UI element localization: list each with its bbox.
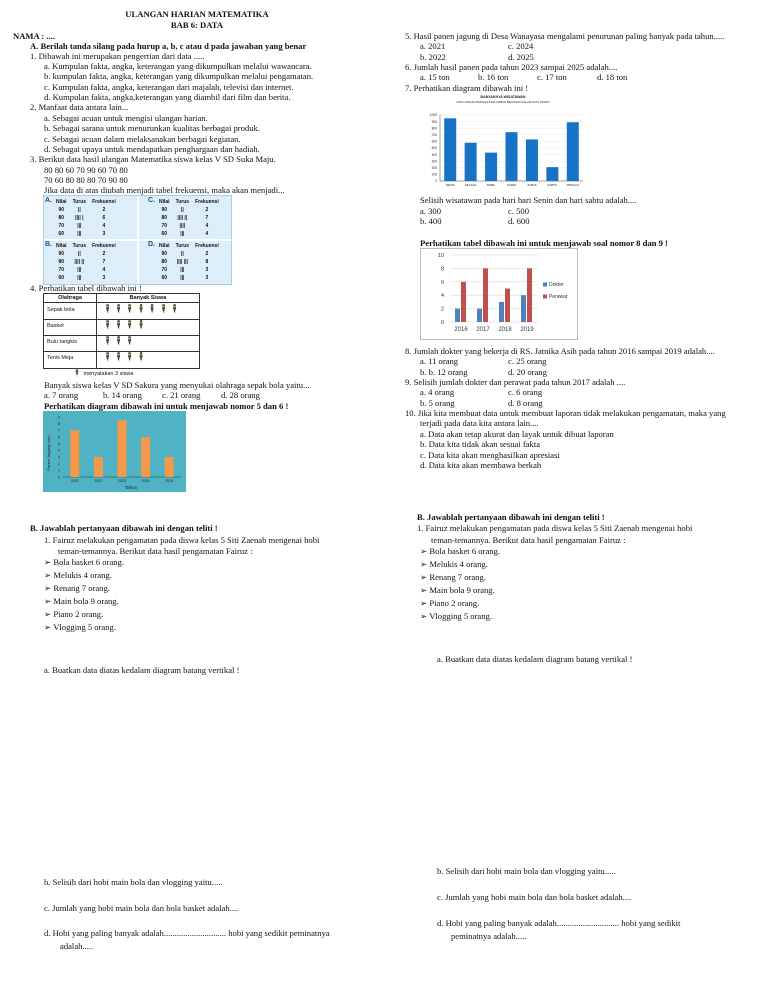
bar-perawat-2018 bbox=[505, 289, 510, 323]
q9-option-c[interactable]: c. 6 orang bbox=[508, 387, 543, 397]
bar-2024 bbox=[141, 437, 150, 477]
table-cell: ||| bbox=[180, 230, 185, 237]
x-tick-label: SABTU bbox=[547, 183, 558, 187]
table-row bbox=[53, 266, 119, 274]
x-tick-label: SELASA bbox=[464, 183, 477, 187]
table-header: Frekuensi bbox=[92, 198, 116, 205]
arrow-bullet-icon: ➢ bbox=[44, 596, 54, 606]
q10-option-b[interactable]: b. Data kita tidak akan sesuai fakta bbox=[420, 439, 541, 449]
table-cell: || bbox=[77, 206, 81, 213]
y-tick-label: 1 bbox=[58, 468, 60, 473]
table-cell: 6 bbox=[102, 214, 106, 221]
q5-option-b[interactable]: b. 2022 bbox=[420, 52, 446, 62]
table-row bbox=[156, 250, 222, 258]
hobby-text: Main bola 9 orang. bbox=[53, 596, 119, 606]
q7-stem: 7. Perhatikan diagram dibawah ini ! bbox=[405, 83, 529, 93]
table-row bbox=[156, 274, 222, 282]
pictogram-label: Tenis Meja bbox=[47, 355, 74, 361]
hobby-list-item bbox=[44, 557, 124, 567]
sb-question-a-left: a. Buatkan data diatas kedalam diagram batang vertikal ! bbox=[44, 665, 240, 675]
bar-perawat-2019 bbox=[527, 268, 532, 322]
table-cell: 7 bbox=[102, 258, 106, 265]
arrow-bullet-icon: ➢ bbox=[420, 559, 430, 569]
y-tick-label: 500 bbox=[431, 146, 437, 151]
x-tick-label: 2022 bbox=[94, 479, 103, 483]
q9-option-d[interactable]: d. 8 orang bbox=[508, 398, 543, 408]
table-cell: 4 bbox=[102, 266, 106, 273]
table-cell: 70 bbox=[161, 266, 168, 273]
table-cell: ||| bbox=[77, 230, 82, 237]
tourist-chart bbox=[420, 93, 586, 191]
q1-option-c[interactable]: c. Kumpulan fakta, angka, keterangan dari majalah, televisi dan internet. bbox=[44, 82, 294, 92]
q5-option-d[interactable]: d. 2025 bbox=[508, 52, 534, 62]
arrow-bullet-icon: ➢ bbox=[420, 572, 430, 582]
pictogram-label: Basket bbox=[47, 323, 64, 329]
arrow-bullet-icon: ➢ bbox=[44, 557, 54, 567]
bar-rabu bbox=[485, 153, 497, 181]
x-tick-label: 2023 bbox=[118, 479, 126, 483]
y-tick-label: 9 bbox=[58, 415, 60, 420]
table-row bbox=[53, 258, 119, 266]
q4-ask: Banyak siswa kelas V SD Sakura yang menyukai olahraga sepak bola yaitu... bbox=[44, 380, 310, 390]
q7-option-a[interactable]: a. 300 bbox=[420, 206, 442, 216]
table-cell: || bbox=[180, 206, 184, 213]
option-c-letter[interactable]: C. bbox=[148, 197, 155, 204]
hobby-list-item bbox=[420, 598, 479, 608]
hobby-text: Vlogging 5 orang. bbox=[53, 622, 116, 632]
hobby-list-item bbox=[420, 546, 500, 556]
bar-senin bbox=[444, 118, 456, 181]
hobby-list-item bbox=[44, 583, 110, 593]
x-tick-label: 2019 bbox=[520, 327, 534, 333]
bar-dokter-2019 bbox=[521, 295, 526, 322]
hobby-list-item bbox=[420, 572, 486, 582]
x-tick-label: 2024 bbox=[141, 479, 150, 483]
q6-option-c[interactable]: c. 17 ton bbox=[537, 72, 567, 82]
q2-stem: 2. Manfaat data antara lain... bbox=[30, 102, 129, 112]
q10-stem: 10. Jika kita membuat data untuk membuat laporan tidak melakukan pengamatan, maka yang bbox=[405, 408, 726, 418]
table-cell: 4 bbox=[102, 222, 106, 229]
table-cell: 4 bbox=[205, 222, 209, 229]
person-icons: 🕴🕴🕴🕴🕴🕴🕴 bbox=[102, 304, 181, 314]
legend-swatch bbox=[543, 283, 547, 287]
exam-subtitle: BAB 6: DATA bbox=[170, 20, 224, 30]
q8-option-b[interactable]: b. b. 12 orang bbox=[420, 367, 468, 377]
y-tick-label: 100 bbox=[431, 172, 437, 177]
bar-2021 bbox=[70, 430, 79, 477]
hobby-text: Bola basket 6 orang. bbox=[429, 546, 501, 556]
table-header: Frekuensi bbox=[92, 242, 116, 249]
table-cell: |||| bbox=[179, 222, 186, 229]
q3-data-row2: 70 60 80 80 80 70 90 80 bbox=[44, 175, 128, 185]
table-cell: 90 bbox=[161, 250, 168, 257]
q5-stem: 5. Hasil panen jagung di Desa Wanayasa mengalami penurunan paling banyak pada tahun..... bbox=[405, 31, 725, 41]
doctor-nurse-chart bbox=[420, 248, 578, 340]
person-icons: 🕴🕴🕴🕴 bbox=[102, 352, 147, 362]
table-cell: 4 bbox=[205, 230, 209, 237]
sb-q1-line2-right: teman-temannya. Berikut data hasil pengamatan Fairuz : bbox=[431, 535, 626, 545]
table-cell: 3 bbox=[205, 266, 209, 273]
person-icons: 🕴🕴🕴🕴 bbox=[102, 320, 147, 330]
bar-2023 bbox=[118, 420, 127, 477]
bar-perawat-2017 bbox=[483, 268, 488, 322]
table-cell: 80 bbox=[58, 258, 65, 265]
section-b-heading-right: B. Jawablah pertanyaan dibawah ini dengan teliti ! bbox=[417, 512, 605, 522]
table-cell: 60 bbox=[161, 274, 168, 281]
table-cell: 80 bbox=[58, 214, 65, 221]
table-cell: 3 bbox=[102, 230, 106, 237]
table-cell: 80 bbox=[161, 214, 168, 221]
option-a-letter[interactable]: A. bbox=[45, 197, 52, 204]
sb-question-d-right-cont: peminatnya adalah..... bbox=[451, 931, 527, 941]
table-header: Nilai bbox=[159, 198, 170, 205]
table-row bbox=[53, 222, 119, 230]
hobby-text: Main bola 9 orang. bbox=[429, 585, 495, 595]
q5-option-a[interactable]: a. 2021 bbox=[420, 41, 446, 51]
sb-question-a-right: a. Buatkan data diatas kedalam diagram batang vertikal ! bbox=[437, 654, 633, 664]
table-cell: 70 bbox=[58, 222, 65, 229]
pictogram-label: Bulu tangkis bbox=[47, 339, 77, 345]
table-cell: ||| bbox=[77, 222, 82, 229]
name-field[interactable]: NAMA : .... bbox=[13, 31, 56, 41]
pictogram-row bbox=[44, 351, 199, 367]
table-header: Nilai bbox=[159, 242, 170, 249]
q10-option-d[interactable]: d. Data kita akan membawa berkah bbox=[420, 460, 542, 470]
q10-option-a[interactable]: a. Data akan tetap akurat dan layak untuk dibuat laporan bbox=[420, 429, 614, 439]
q7-ask: Selisih wisatawan pada hari hari Senin dan hari sabtu adalah.... bbox=[420, 195, 637, 205]
y-axis-label: Panen Jagung (ton) bbox=[46, 435, 51, 471]
section-a-heading: A. Berilah tanda silang pada hurup a, b, c atau d pada jawaban yang benar bbox=[30, 41, 307, 51]
y-tick-label: 700 bbox=[431, 133, 437, 137]
y-tick-label: 300 bbox=[431, 159, 437, 164]
y-tick-label: 10 bbox=[437, 253, 444, 259]
table-header: Turus bbox=[175, 242, 190, 249]
hobby-text: Melukis 4 orang. bbox=[53, 570, 112, 580]
table-cell: 2 bbox=[205, 206, 209, 213]
table-cell: 60 bbox=[161, 230, 168, 237]
hobby-list-item bbox=[44, 570, 112, 580]
q2-option-c[interactable]: c. Sebagai acuan dalam melaksanakan berbagai kegiatan. bbox=[44, 134, 241, 144]
hobby-text: Piano 2 orang. bbox=[53, 609, 104, 619]
x-tick-label: RABU bbox=[486, 183, 496, 187]
table-cell: |||| ||| bbox=[176, 258, 188, 265]
sb-question-c-right: c. Jumlah yang hobi main bola dan bola basket adalah.... bbox=[437, 892, 632, 902]
table-cell: 2 bbox=[102, 206, 106, 213]
pictogram-row bbox=[44, 319, 199, 336]
bar-minggu bbox=[567, 122, 579, 181]
y-tick-label: 7 bbox=[58, 428, 60, 433]
hobby-text: Melukis 4 orang. bbox=[429, 559, 488, 569]
q1-option-a[interactable]: a. Kumpulan fakta, angka, keterangan yang dikumpulkan melalui wawancara. bbox=[44, 61, 312, 71]
frequency-table-c bbox=[156, 198, 222, 238]
hobby-text: Vlogging 5 orang. bbox=[429, 611, 492, 621]
pictogram-label: Sepak bola bbox=[47, 307, 75, 313]
y-tick-label: 5 bbox=[58, 441, 60, 446]
pictogram-row bbox=[44, 335, 199, 352]
y-tick-label: 2 bbox=[58, 461, 60, 466]
table-header: Turus bbox=[72, 242, 87, 249]
frequency-table-b bbox=[53, 242, 119, 282]
y-tick-label: 6 bbox=[58, 435, 60, 440]
q3-stem: 3. Berikut data hasil ulangan Matematika siswa kelas V SD Suka Maju. bbox=[30, 154, 276, 164]
q4-option-d[interactable]: d. 28 orang bbox=[221, 390, 260, 400]
q9-option-b[interactable]: b. 5 orang bbox=[420, 398, 455, 408]
person-icon: 🕴 bbox=[72, 368, 82, 377]
table-row bbox=[53, 230, 119, 238]
hobby-list-item bbox=[420, 585, 495, 595]
q5-6-heading: Perhatikan diagram dibawah ini untuk menjawab nomor 5 dan 6 ! bbox=[44, 401, 289, 411]
table-cell: 2 bbox=[205, 250, 209, 257]
x-tick-label: 2016 bbox=[454, 327, 468, 333]
y-tick-label: 400 bbox=[431, 152, 437, 157]
table-cell: 90 bbox=[58, 206, 65, 213]
q4-option-c[interactable]: c. 21 orang bbox=[162, 390, 201, 400]
bar-dokter-2017 bbox=[477, 309, 482, 322]
q7-option-b[interactable]: b. 400 bbox=[420, 216, 442, 226]
table-cell: ||| bbox=[77, 274, 82, 281]
q1-option-b[interactable]: b. kumpulan fakta, angka, keterangan yang dikumpulkan melalui pengamatan. bbox=[44, 71, 314, 81]
hobby-list-item bbox=[44, 609, 103, 619]
table-header: Nilai bbox=[56, 198, 67, 205]
table-cell: 2 bbox=[102, 250, 106, 257]
q10-stem-cont: terjadi pada data kita antara lain.... bbox=[420, 418, 539, 428]
pictogram-legend bbox=[72, 368, 133, 378]
table-cell: 80 bbox=[161, 258, 168, 265]
legend-swatch bbox=[543, 295, 547, 299]
arrow-bullet-icon: ➢ bbox=[44, 570, 54, 580]
hobby-text: Bola basket 6 orang. bbox=[53, 557, 125, 567]
sb-question-d-right: d. Hobi yang paling banyak adalah............................. hobi yang sedikit bbox=[437, 918, 681, 928]
legend-label: Dokter bbox=[549, 282, 564, 288]
pictogram-row bbox=[44, 303, 199, 320]
sb-question-d-left: d. Hobi yang paling banyak adalah............................. hobi yang sedikit peminatnya bbox=[44, 928, 330, 938]
x-tick-label: KAMIS bbox=[506, 183, 517, 187]
sb-q1-line1: 1. Fairuz melakukan pengamatan pada diswa kelas 5 Siti Zaenab mengenai hobi bbox=[44, 535, 320, 545]
q6-option-b[interactable]: b. 16 ton bbox=[478, 72, 509, 82]
q8-option-c[interactable]: c. 25 orang bbox=[508, 356, 547, 366]
pictogram-header-sport: Olahraga bbox=[44, 294, 97, 303]
frequency-table-a bbox=[53, 198, 119, 238]
sb-q1-line1-right: 1. Fairuz melakukan pengamatan pada diswa kelas 5 Siti Zaenab mengenai hobi bbox=[417, 523, 693, 533]
arrow-bullet-icon: ➢ bbox=[420, 611, 430, 621]
y-tick-label: 8 bbox=[440, 266, 444, 273]
y-tick-label: 200 bbox=[431, 166, 437, 170]
q2-option-d[interactable]: d. Sebagai upaya untuk mendapatkan penghargaan dan hadiah. bbox=[44, 144, 260, 154]
y-tick-label: 2 bbox=[440, 306, 444, 313]
hobby-text: Piano 2 orang. bbox=[429, 598, 480, 608]
table-row bbox=[156, 230, 222, 238]
table-cell: 3 bbox=[205, 274, 209, 281]
table-cell: |||| || bbox=[177, 214, 188, 221]
section-b-heading-left: B. Jawablah pertanyaan dibawah ini dengan teliti ! bbox=[30, 523, 218, 533]
y-tick-label: 4 bbox=[440, 293, 444, 300]
arrow-bullet-icon: ➢ bbox=[44, 583, 54, 593]
table-header: Frekuensi bbox=[195, 198, 219, 205]
table-cell: 90 bbox=[58, 250, 65, 257]
option-d-letter[interactable]: D. bbox=[148, 241, 155, 248]
arrow-bullet-icon: ➢ bbox=[420, 546, 430, 556]
bar-perawat-2016 bbox=[461, 282, 466, 322]
hobby-list-item bbox=[44, 622, 116, 632]
q6-option-d[interactable]: d. 18 ton bbox=[597, 72, 628, 82]
table-cell: 90 bbox=[161, 206, 168, 213]
table-cell: 60 bbox=[58, 274, 65, 281]
arrow-bullet-icon: ➢ bbox=[420, 585, 430, 595]
exam-title: ULANGAN HARIAN MATEMATIKA bbox=[125, 9, 269, 19]
table-cell: 60 bbox=[58, 230, 65, 237]
table-cell: 8 bbox=[205, 258, 209, 265]
q8-stem: 8. Jumlah dokter yang bekerja di RS. Jatnika Asih pada tahun 2016 sampai 2019 adalah.... bbox=[405, 346, 715, 356]
y-tick-label: 800 bbox=[431, 126, 437, 131]
q6-option-a[interactable]: a. 15 ton bbox=[420, 72, 450, 82]
table-header: Turus bbox=[175, 198, 190, 205]
corn-harvest-chart bbox=[43, 411, 186, 492]
q3-ask: Jika data di atas diubah menjadi tabel frekuensi, maka akan menjadi... bbox=[44, 185, 285, 195]
table-row bbox=[156, 266, 222, 274]
table-cell: |||| | bbox=[75, 214, 84, 221]
arrow-bullet-icon: ➢ bbox=[44, 609, 54, 619]
table-cell: ||| bbox=[77, 266, 82, 273]
hobby-list-item bbox=[44, 596, 119, 606]
hobby-text: Renang 7 orang. bbox=[429, 572, 486, 582]
q2-option-b[interactable]: b. Sebagai sarana untuk menurunkan kualitas berbagai produk. bbox=[44, 123, 260, 133]
legend-label: Perawat bbox=[549, 294, 568, 300]
sb-question-b-left: b. Selisih dari hobi main bola dan vlogging yaitu..... bbox=[44, 877, 223, 887]
sb-question-b-right: b. Selisih dari hobi main bola dan vlogging yaitu..... bbox=[437, 866, 616, 876]
frequency-table-d bbox=[156, 242, 222, 282]
q1-stem: 1. Dibawah ini merupakan pengertian dari data ..... bbox=[30, 51, 205, 61]
y-tick-label: 8 bbox=[58, 421, 60, 426]
y-tick-label: 600 bbox=[431, 139, 437, 144]
q4-stem: 4. Perhatikan tabel dibawah ini ! bbox=[30, 283, 142, 293]
table-row bbox=[53, 250, 119, 258]
bar-jumat bbox=[526, 139, 538, 181]
y-tick-label: 1000 bbox=[429, 113, 437, 118]
hobby-text: Renang 7 orang. bbox=[53, 583, 110, 593]
y-tick-label: 900 bbox=[431, 119, 437, 124]
table-row bbox=[156, 222, 222, 230]
q9-stem: 9. Selisih jumlah dokter dan perawat pada tahun 2017 adalah .... bbox=[405, 377, 626, 387]
q1-option-d[interactable]: d. Kumpulan fakta, angka,keterangan yang diambil dari film dan berita. bbox=[44, 92, 291, 102]
sb-question-d-left-cont: adalah..... bbox=[60, 941, 94, 951]
x-tick-label: 2021 bbox=[70, 479, 79, 483]
x-axis-label: Tahun bbox=[124, 485, 138, 490]
bar-kamis bbox=[506, 132, 518, 181]
table-row bbox=[53, 274, 119, 282]
option-b-letter[interactable]: B. bbox=[45, 241, 52, 248]
bar-2022 bbox=[94, 457, 103, 477]
table-header: Frekuensi bbox=[195, 242, 219, 249]
q8-9-heading: Perhatikan tabel dibawah ini untuk menjawab soal nomor 8 dan 9 ! bbox=[420, 238, 668, 248]
q6-stem: 6. Jumlah hasil panen pada tahun 2023 sampai 2025 adalah.... bbox=[405, 62, 618, 72]
table-row bbox=[156, 258, 222, 266]
table-row bbox=[156, 214, 222, 222]
y-tick-label: 0 bbox=[435, 179, 437, 184]
table-cell: |||| || bbox=[74, 258, 85, 265]
y-tick-label: 6 bbox=[440, 279, 444, 286]
q9-option-a[interactable]: a. 4 orang bbox=[420, 387, 455, 397]
y-tick-label: 3 bbox=[58, 455, 60, 460]
q3-data-row1: 80 80 60 70 90 60 70 80 bbox=[44, 165, 128, 175]
q2-option-a[interactable]: a. Sebagai acuan untuk mengisi ulangan harian. bbox=[44, 113, 208, 123]
bar-2025 bbox=[165, 457, 174, 477]
pictogram-legend-text: menyatakan 3 siswa bbox=[83, 371, 134, 377]
table-row bbox=[53, 206, 119, 214]
table-cell: 7 bbox=[205, 214, 209, 221]
q7-option-d[interactable]: d. 600 bbox=[508, 216, 530, 226]
table-cell: 3 bbox=[102, 274, 106, 281]
x-tick-label: MINGGU bbox=[566, 183, 579, 187]
person-icons: 🕴🕴🕴 bbox=[102, 336, 136, 346]
bar-sabtu bbox=[546, 167, 558, 181]
table-header: Turus bbox=[72, 198, 87, 205]
q10-option-c[interactable]: c. Data kita akan menghasilkan apresiasi bbox=[420, 450, 560, 460]
arrow-bullet-icon: ➢ bbox=[44, 622, 54, 632]
x-tick-label: 2025 bbox=[165, 479, 174, 483]
q8-option-d[interactable]: d. 20 orang bbox=[508, 367, 547, 377]
y-tick-label: 0 bbox=[440, 320, 444, 326]
x-tick-label: SENIN bbox=[445, 183, 455, 187]
table-row bbox=[156, 206, 222, 214]
table-cell: 70 bbox=[161, 222, 168, 229]
sb-q1-line2: teman-temannya. Berikut data hasil pengamatan Fairuz : bbox=[58, 546, 253, 556]
table-header: Nilai bbox=[56, 242, 67, 249]
table-cell: 70 bbox=[58, 266, 65, 273]
table-cell: ||| bbox=[180, 266, 185, 273]
hobby-list-item bbox=[420, 611, 492, 621]
hobby-list-item bbox=[420, 559, 488, 569]
sb-question-c-left: c. Jumlah yang hobi main bola dan bola basket adalah.... bbox=[44, 903, 239, 913]
x-tick-label: JUMAT bbox=[527, 183, 537, 187]
bar-selasa bbox=[465, 143, 477, 181]
bar-dokter-2016 bbox=[455, 309, 460, 322]
q4-option-a[interactable]: a. 7 orang bbox=[44, 390, 79, 400]
chart-title: BANYAKNYA WISATAWAN bbox=[480, 95, 526, 99]
x-tick-label: 2018 bbox=[498, 327, 512, 333]
bar-dokter-2018 bbox=[499, 302, 504, 322]
table-row bbox=[53, 214, 119, 222]
x-tick-label: 2017 bbox=[476, 327, 490, 333]
q8-option-a[interactable]: a. 11 orang bbox=[420, 356, 459, 366]
arrow-bullet-icon: ➢ bbox=[420, 598, 430, 608]
q7-option-c[interactable]: c. 500 bbox=[508, 206, 530, 216]
q4-option-b[interactable]: b. 14 orang bbox=[103, 390, 142, 400]
y-tick-label: 4 bbox=[58, 448, 60, 453]
pictogram-header-count: Banyak Siswa bbox=[97, 294, 199, 303]
table-cell: || bbox=[180, 250, 184, 257]
table-cell: || bbox=[77, 250, 81, 257]
chart-subtitle: DATA JUMLAH PENGUNJUNG KEBUN BINATANG DALAM SATU PEKAN bbox=[456, 100, 550, 104]
y-tick-label: 0 bbox=[58, 475, 60, 480]
q5-option-c[interactable]: c. 2024 bbox=[508, 41, 534, 51]
pictogram-table bbox=[43, 293, 200, 369]
table-cell: ||| bbox=[180, 274, 185, 281]
